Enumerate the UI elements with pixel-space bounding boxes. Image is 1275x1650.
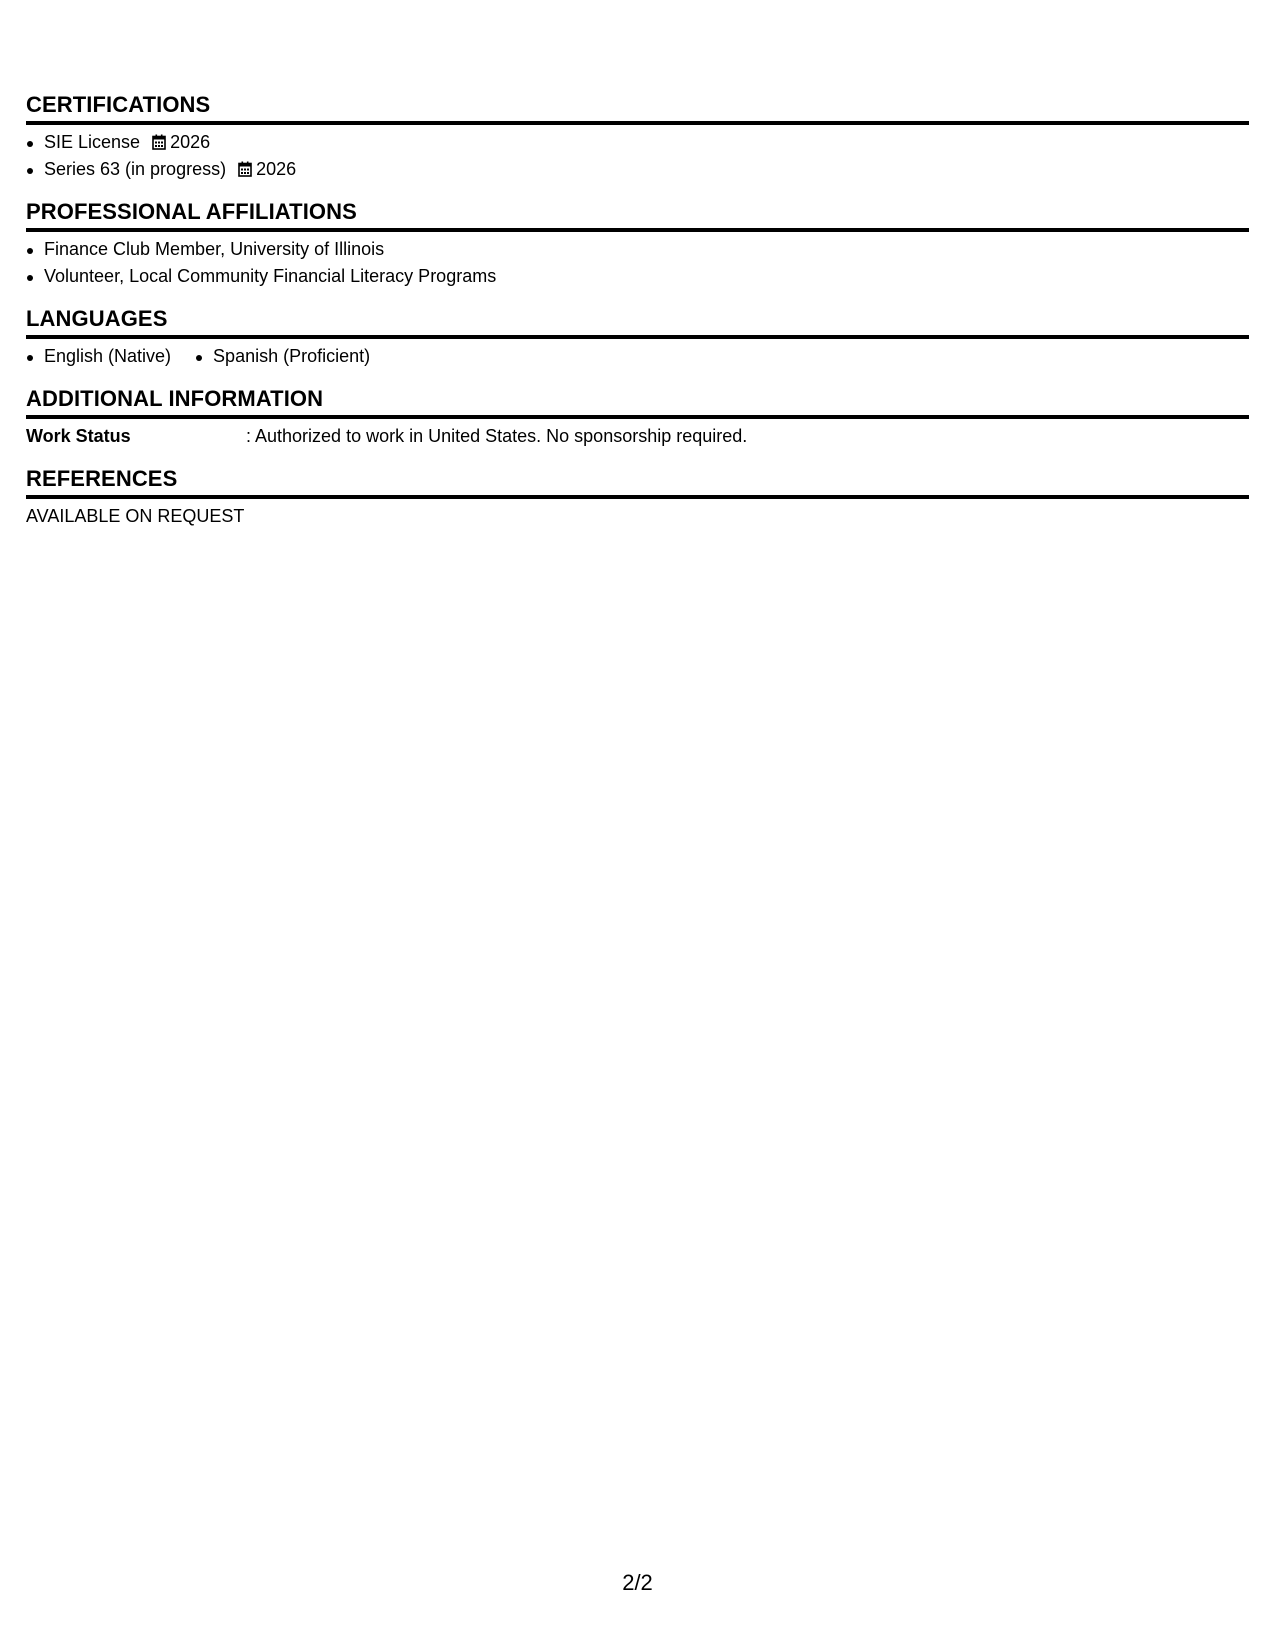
additional-info-section [26, 384, 1249, 450]
references-section [26, 464, 1249, 530]
affiliations-section [26, 197, 1249, 290]
section-divider [26, 121, 1249, 125]
certifications-heading: CERTIFICATIONS [26, 92, 211, 117]
affiliations-list [26, 236, 1249, 290]
certification-item [44, 156, 1249, 183]
affiliation-item: Finance Club Member, University of Illinois [44, 236, 1249, 263]
language-item: English (Native) [44, 343, 171, 370]
certifications-list [26, 129, 1249, 183]
certification-name: SIE License [44, 132, 141, 152]
section-divider [26, 495, 1249, 499]
additional-info-heading: ADDITIONAL INFORMATION [26, 386, 324, 411]
work-status-value: : Authorized to work in United States. No sponsorship required. [246, 426, 748, 446]
languages-list [26, 343, 1249, 370]
affiliation-item: Volunteer, Local Community Financial Literacy Programs [44, 263, 1249, 290]
certification-item [44, 129, 1249, 156]
affiliations-heading: PROFESSIONAL AFFILIATIONS [26, 199, 357, 224]
section-divider [26, 335, 1249, 339]
language-item: Spanish (Proficient) [213, 343, 370, 370]
languages-section [26, 304, 1249, 370]
page-number: 2/2 [622, 1570, 653, 1595]
references-heading: REFERENCES [26, 466, 178, 491]
certification-name: Series 63 (in progress) [44, 159, 227, 179]
languages-heading: LANGUAGES [26, 306, 168, 331]
calendar-icon [152, 131, 166, 147]
section-divider [26, 415, 1249, 419]
certification-year: 2026 [256, 159, 297, 179]
certifications-section [26, 90, 1249, 183]
resume-page [26, 90, 1249, 544]
references-text: AVAILABLE ON REQUEST [26, 506, 245, 526]
work-status-label: Work Status [26, 426, 131, 446]
work-status-row [26, 423, 1249, 450]
calendar-icon [238, 158, 252, 174]
section-divider [26, 228, 1249, 232]
certification-year: 2026 [170, 132, 211, 152]
